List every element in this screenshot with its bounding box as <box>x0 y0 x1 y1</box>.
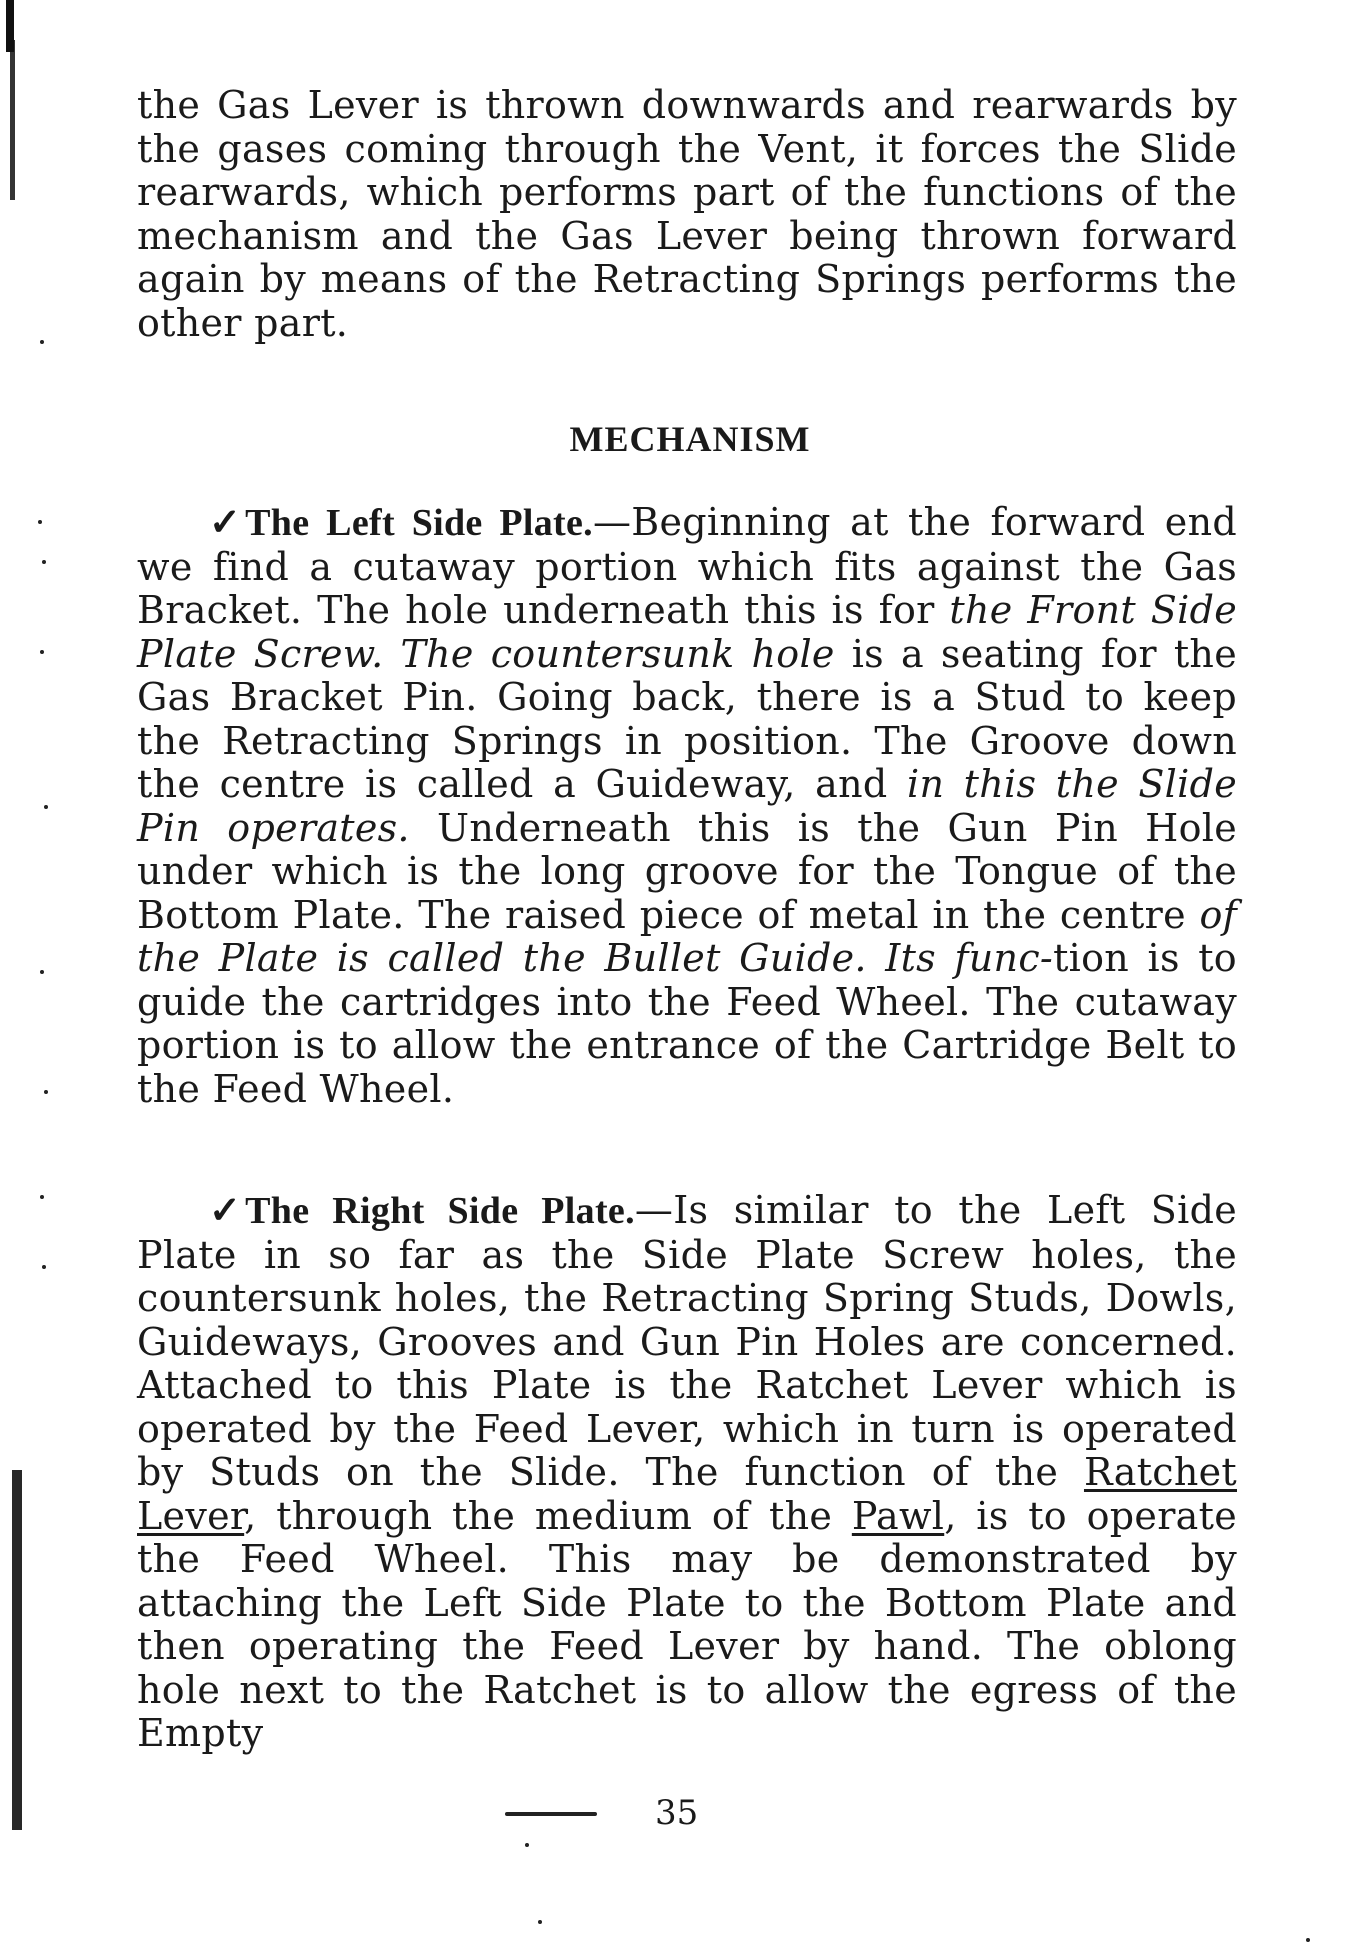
left-plate-text-3: Underneath this is the Gun Pin Hole under which is the long groove for the Tongue of the Bottom Plate. The raised piece of metal in the centre <box>137 805 1237 937</box>
right-plate-text-2: , through the medium of the <box>244 1493 852 1538</box>
right-side-plate-section <box>137 1188 1237 1756</box>
left-plate-text-1: Beginning at the forward end we find a cutaway portion which fits against the Gas Bracket. The hole underneath this is for <box>137 500 1237 632</box>
margin-speck <box>538 1920 542 1924</box>
margin-speck <box>40 970 44 974</box>
margin-speck <box>38 520 42 524</box>
left-plate-italic-1: the Front Side Plate Screw. The countersunk hole <box>137 588 1237 676</box>
binding-shadow-lower <box>12 1470 22 1830</box>
left-plate-italic-3: of the Plate is called the Bullet Guide. Its func- <box>137 892 1237 980</box>
page-number-dash <box>505 1812 597 1816</box>
ratchet-lever-underlined: Ratchet Lever <box>137 1450 1237 1538</box>
margin-speck <box>44 1090 48 1094</box>
check-mark-icon: ✓ <box>209 499 242 544</box>
pawl-underlined: Pawl <box>851 1493 945 1538</box>
margin-speck <box>525 1843 529 1847</box>
intro-paragraph-text: the Gas Lever is thrown downwards and rearwards by the gases coming through the Vent, it forces the Slide rearwards, which performs part of the functions of the mechanism and the Gas Lever being thrown forward again by means of the Retracting Springs performs the other part. <box>137 83 1237 345</box>
binding-shadow-upper <box>10 40 15 200</box>
margin-speck <box>40 1195 44 1199</box>
margin-speck <box>42 1265 46 1269</box>
left-plate-italic-2: in this the Slide Pin operates. <box>137 762 1237 850</box>
margin-speck <box>44 805 48 809</box>
page-number: 35 <box>655 1793 699 1833</box>
right-plate-text-3: , is to operate the Feed Wheel. This may be demonstrated by attaching the Left Side Plate to the Bottom Plate and then operating the Feed Lever by hand. The oblong hole next to the Ratchet is to allow the egress of the Empty <box>137 1493 1237 1755</box>
margin-speck <box>40 650 44 654</box>
right-side-plate-heading: The Right Side Plate. <box>245 1190 635 1232</box>
intro-paragraph <box>137 84 1237 345</box>
left-side-plate-paragraph <box>137 500 1237 1111</box>
left-plate-text-2: is a seating for the Gas Bracket Pin. Going back, there is a Stud to keep the Retracting Springs in position. The Groove down the centre is called a Guideway, and <box>137 631 1237 806</box>
right-plate-text-1: Is similar to the Left Side Plate in so far as the Side Plate Screw holes, the countersunk holes, the Retracting Spring Studs, Dowls, Guideways, Grooves and Gun Pin Holes are concerned. Attached to this Plate is the Ratchet Lever which is operated by the Feed Lever, which in turn is operated by Studs on the Slide. The function of the <box>137 1188 1237 1494</box>
margin-speck <box>1306 1938 1310 1942</box>
margin-speck <box>40 340 44 344</box>
right-side-plate-paragraph <box>137 1188 1237 1756</box>
left-side-plate-section <box>137 500 1237 1111</box>
left-plate-text-4: tion is to guide the cartridges into the Feed Wheel. The cutaway portion is to allow the entrance of the Cartridge Belt to the Feed Wheel. <box>137 936 1237 1111</box>
margin-speck <box>42 560 46 564</box>
section-heading: MECHANISM <box>569 419 811 459</box>
page-binding-edge <box>0 0 26 1960</box>
em-dash: — <box>634 1188 674 1232</box>
left-side-plate-heading: The Left Side Plate. <box>245 502 593 544</box>
check-mark-icon: ✓ <box>209 1187 242 1232</box>
em-dash: — <box>592 500 632 544</box>
